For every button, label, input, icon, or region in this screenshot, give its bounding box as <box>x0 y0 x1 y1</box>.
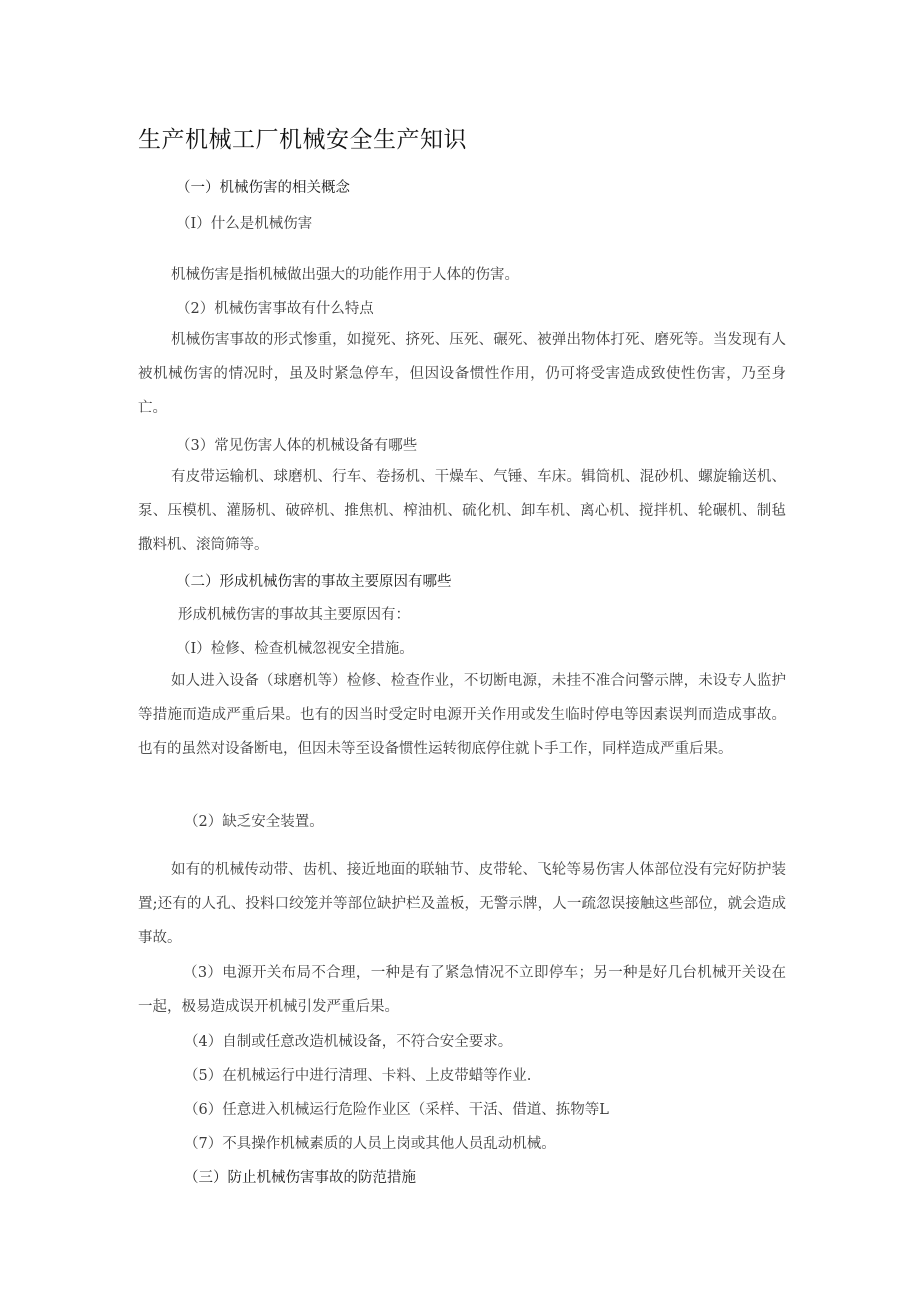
section-1-answer-3: 有皮带运输机、球磨机、行车、卷扬机、干燥车、气锤、车床。辑筒机、混砂机、螺旋输送机、泵、压模机、灌肠机、破碎机、推焦机、榨油机、硫化机、卸车机、离心机、搅拌机、轮碾机、制毡撒料机、滚筒筛等。 <box>138 469 786 553</box>
section-1-heading: （一）机械伤害的相关概念 <box>176 180 350 196</box>
cause-7: （7）不具操作机械素质的人员上岗或其他人员乱动机械。 <box>184 1136 556 1152</box>
section-3-heading: （三）防止机械伤害事故的防范措施 <box>184 1170 416 1186</box>
section-1-question-3: （3）常见伤害人体的机械设备有哪些 <box>176 438 418 454</box>
section-2-intro: 形成机械伤害的事故其主要原因有： <box>178 607 410 623</box>
section-1-answer-2: 机械伤害事故的形式惨重，如搅死、挤死、压死、碾死、被弹出物体打死、磨死等。当发现有人被机械伤害的情况时，虽及时紧急停车，但因设备惯性作用，仍可将受害造成致使性伤害，乃至身亡。 <box>138 332 786 416</box>
cause-2-detail: 如有的机械传动带、齿机、接近地面的联轴节、皮带轮、飞轮等易伤害人体部位没有完好防护装置;还有的人孔、投料口绞笼并等部位缺护栏及盖板，无警示牌，人一疏忽误接触这些部位，就会造成事故。 <box>138 862 786 946</box>
section-1-question-2: （2）机械伤害事故有什么特点 <box>176 301 374 317</box>
cause-1: （I）检修、检查机械忽视安全措施。 <box>176 641 414 657</box>
cause-4: （4）自制或任意改造机械设备，不符合安全要求。 <box>184 1034 513 1050</box>
cause-1-detail: 如人进入设备（球磨机等）检修、检查作业，不切断电源，未挂不准合问警示牌，未设专人监护等措施而造成严重后果。也有的因当时受定时电源开关作用或发生临时停电等因素误判而造成事故。也有的虽然对设备断电，但因未等至设备惯性运转彻底停住就卜手工作，同样造成严重后果。 <box>138 673 786 757</box>
cause-3: （3）电源开关布局不合理，一种是有了紧急情况不立即停车；另一种是好几台机械开关设在一起，极易造成误开机械引发严重后果。 <box>138 965 786 1015</box>
section-1-question-1: （I）什么是机械伤害 <box>176 216 313 232</box>
section-2-heading: （二）形成机械伤害的事故主要原因有哪些 <box>176 574 452 590</box>
cause-2: （2）缺乏安全装置。 <box>184 814 324 830</box>
cause-6: （6）任意进入机械运行危险作业区（采样、干活、借道、拣物等L <box>184 1102 609 1118</box>
cause-5: （5）在机械运行中进行清理、卡料、上皮带蜡等作业. <box>184 1068 532 1084</box>
section-1-answer-1: 机械伤害是指机械做出强大的功能作用于人体的伤害。 <box>171 267 519 283</box>
page-title: 生产机械工厂机械安全生产知识 <box>138 127 467 153</box>
